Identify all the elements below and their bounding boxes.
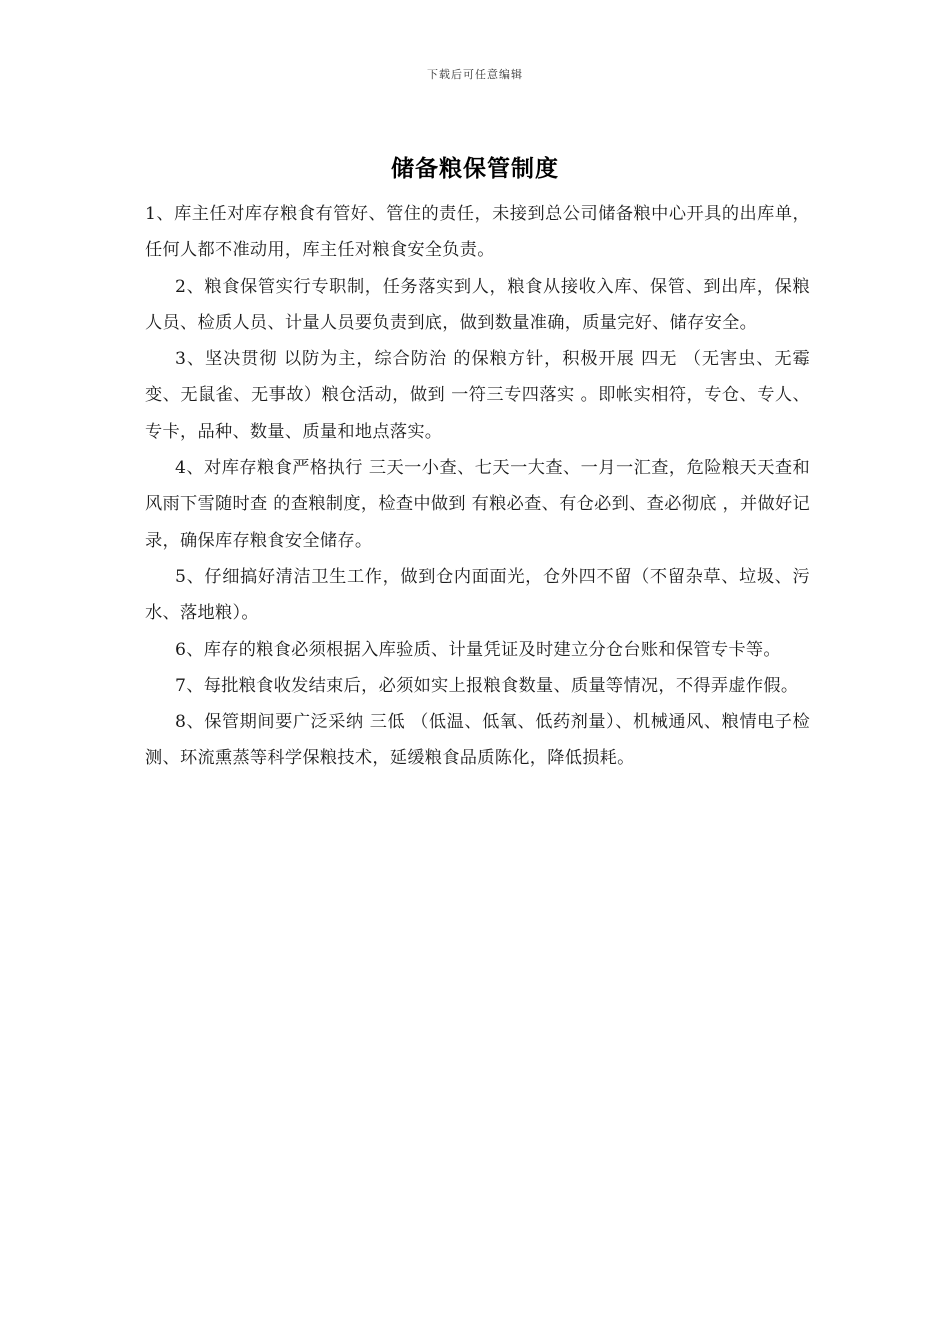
paragraph-3: 3、坚决贯彻 以防为主，综合防治 的保粮方针，积极开展 四无 （无害虫、无霉变、无鼠雀、无事故）粮仓活动，做到 一符三专四落实 。即帐实相符，专仓、专人、专卡，品种、数量、质量和地点落实。: [145, 349, 810, 442]
document-title: 储备粮保管制度: [391, 156, 559, 182]
paragraph-1: 1、库主任对库存粮食有管好、管住的责任，未接到总公司储备粮中心开具的出库单，任何人都不准动用，库主任对粮食安全负责。: [145, 204, 810, 261]
document-body: [145, 196, 810, 777]
header-note: 下载后可任意编辑: [427, 68, 523, 81]
paragraph-5: 5、仔细搞好清洁卫生工作，做到仓内面面光，仓外四不留（不留杂草、垃圾、污水、落地粮）。: [145, 566, 810, 624]
paragraph-8: 8、保管期间要广泛采纳 三低 （低温、低氧、低药剂量）、机械通风、粮情电子检测、环流熏蒸等科学保粮技术，延缓粮食品质陈化，降低损耗。: [145, 712, 810, 769]
paragraph-4: 4、对库存粮食严格执行 三天一小查、七天一大查、一月一汇查，危险粮天天查和风雨下雪随时查 的查粮制度，检查中做到 有粮必查、有仓必到、查必彻底 ，并做好记录，确保库存粮食安全储存。: [145, 458, 810, 551]
paragraph-2: 2、粮食保管实行专职制，任务落实到人，粮食从接收入库、保管、到出库，保粮人员、检质人员、计量人员要负责到底，做到数量准确，质量完好、储存安全。: [145, 276, 810, 333]
paragraph-6: 6、库存的粮食必须根据入库验质、计量凭证及时建立分仓台账和保管专卡等。: [175, 639, 781, 660]
paragraph-7: 7、每批粮食收发结束后，必须如实上报粮食数量、质量等情况，不得弄虚作假。: [175, 675, 799, 696]
